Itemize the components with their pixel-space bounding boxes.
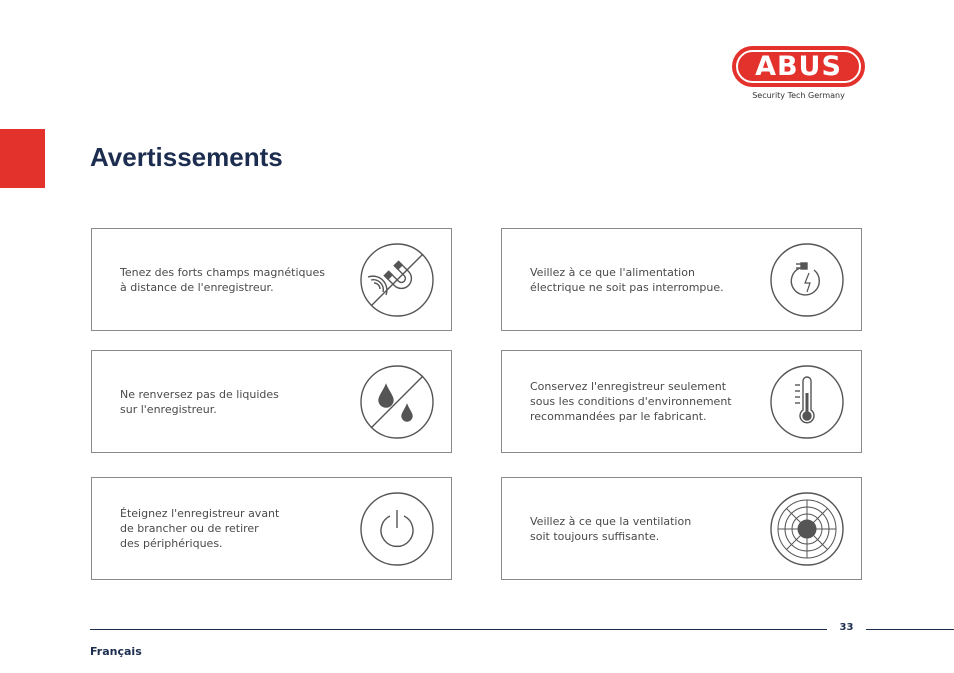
no-magnet-icon bbox=[360, 243, 434, 317]
warning-text: Éteignez l'enregistreur avant de brancher ou de retirer des périphériques. bbox=[120, 507, 280, 550]
no-liquid-icon bbox=[360, 365, 434, 439]
footer-rule bbox=[90, 629, 827, 630]
footer-rule-right bbox=[866, 629, 954, 630]
footer-language: Français bbox=[90, 645, 142, 658]
logo-wordmark: ABUS bbox=[755, 51, 842, 82]
warning-box-power-supply bbox=[501, 228, 862, 331]
warning-text: Veillez à ce que l'alimentation électrique ne soit pas interrompue. bbox=[530, 265, 724, 294]
warning-box-magnetic bbox=[91, 228, 452, 331]
power-plug-icon bbox=[770, 243, 844, 317]
warning-box-ventilation bbox=[501, 477, 862, 580]
logo-tagline: Security Tech Germany bbox=[752, 91, 845, 100]
warning-box-liquids bbox=[91, 350, 452, 453]
warning-text: Ne renversez pas de liquides sur l'enregistreur. bbox=[120, 387, 279, 416]
page-title: Avertissements bbox=[90, 142, 283, 172]
power-button-icon bbox=[360, 492, 434, 566]
warning-text: Tenez des forts champs magnétiques à distance de l'enregistreur. bbox=[120, 265, 325, 294]
fan-icon bbox=[770, 492, 844, 566]
warning-box-environment bbox=[501, 350, 862, 453]
page-number: 33 bbox=[839, 622, 854, 633]
red-section-tab bbox=[0, 129, 45, 188]
warning-text: Conservez l'enregistreur seulement sous les conditions d'environnement recommandées par le fabricant. bbox=[530, 380, 732, 423]
warning-text: Veillez à ce que la ventilation soit toujours suffisante. bbox=[530, 514, 692, 543]
abus-logo bbox=[732, 46, 865, 102]
warning-box-power-off bbox=[91, 477, 452, 580]
thermometer-icon bbox=[770, 365, 844, 439]
